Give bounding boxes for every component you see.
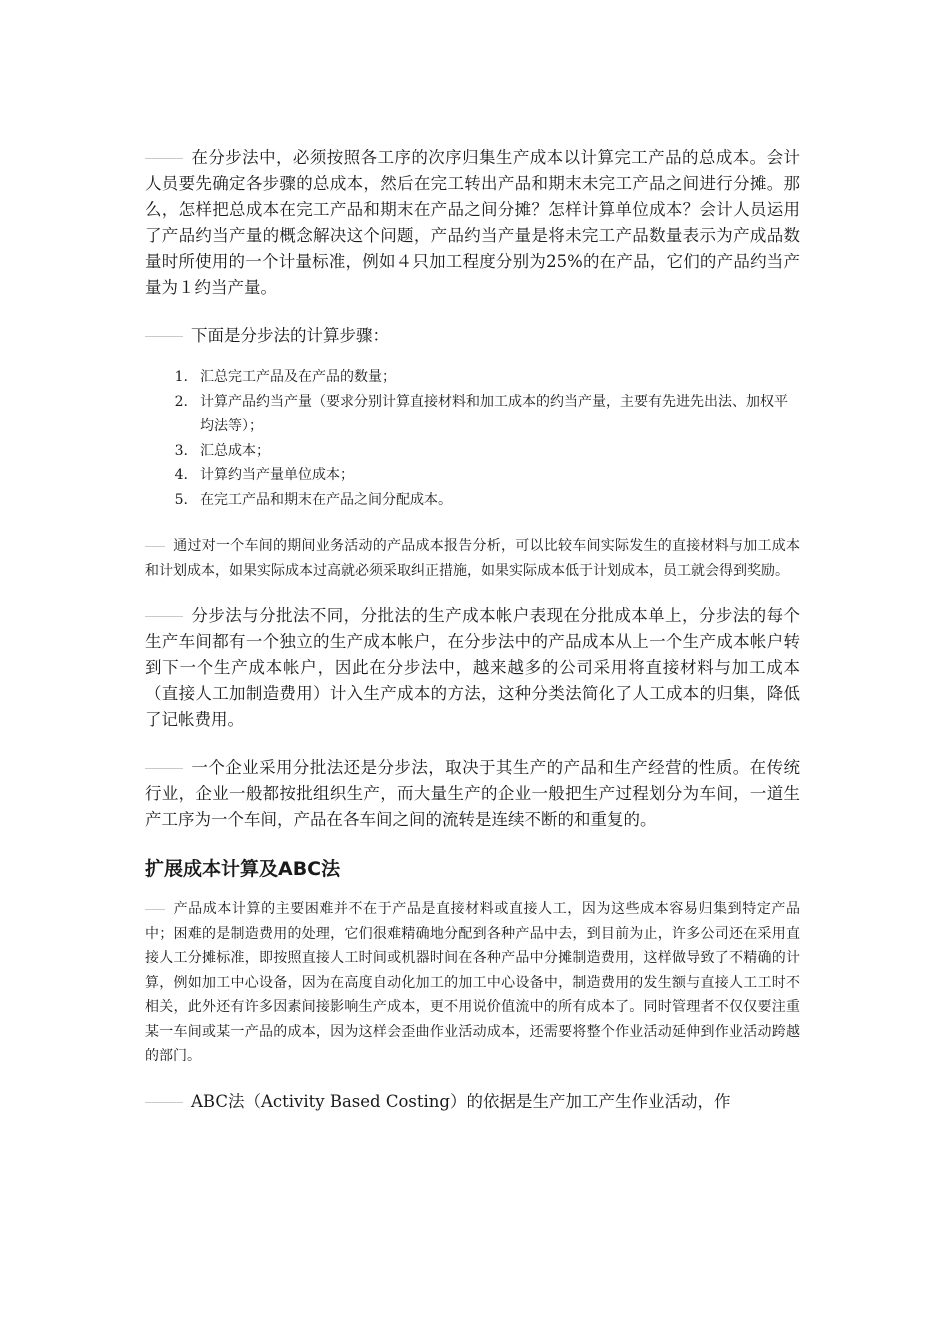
paragraph-indent	[145, 616, 183, 617]
paragraph-abc-method: ABC法（Activity Based Costing）的依据是生产加工产生作业活动，作	[145, 1089, 800, 1115]
list-item: 1. 汇总完工产品及在产品的数量；	[174, 369, 396, 385]
list-item: 2. 计算产品约当产量（要求分别计算直接材料和加工成本的约当产量，主要有先进先出法、加权平均法等）；	[174, 393, 788, 434]
paragraph-cost-report: 通过对一个车间的期间业务活动的产品成本报告分析，可以比较车间实际发生的直接材料与加工成本和计划成本，如果实际成本过高就必须采取纠正措施，如果实际成本低于计划成本，员工就会得到奖励。	[145, 538, 800, 579]
paragraph-method-choice: 一个企业采用分批法还是分步法，取决于其生产的产品和生产经营的性质。在传统行业，企业一般都按批组织生产，而大量生产的企业一般把生产过程划分为车间，一道生产工序为一个车间，产品在各车间之间的流转是连续不断的和重复的。	[145, 758, 800, 829]
document-body	[145, 145, 800, 1115]
paragraph-step-method-intro: 在分步法中，必须按照各工序的次序归集生产成本以计算完工产品的总成本。会计人员要先确定各步骤的总成本，然后在完工转出产品和期末未完工产品之间进行分摊。那么，怎样把总成本在完工产品和期末在产品之间分摊？怎样计算单位成本？会计人员运用了产品约当产量的概念解决这个问题，产品约当产量是将未完工产品数量表示为产成品数量时所使用的一个计量标准，例如４只加工程度分别为25%的在产品，它们的产品约当产量为１约当产量。	[145, 148, 800, 297]
section-heading: 扩展成本计算及ABC法	[145, 858, 341, 880]
paragraph-indent	[145, 336, 183, 337]
paragraph-indent	[145, 909, 165, 910]
list-item: 4. 计算约当产量单位成本；	[174, 467, 354, 483]
paragraph-indent	[145, 546, 165, 547]
paragraph-step-vs-batch: 分步法与分批法不同，分批法的生产成本帐户表现在分批成本单上，分步法的每个生产车间都有一个独立的生产成本帐户，在分步法中的产品成本从上一个生产成本帐户转到下一个生产成本帐户，因此在分步法中，越来越多的公司采用将直接材料与加工成本（直接人工加制造费用）计入生产成本的方法，这种分类法简化了人工成本的归集，降低了记帐费用。	[145, 606, 800, 729]
paragraph-indent	[145, 1102, 183, 1103]
list-item: 5. 在完工产品和期末在产品之间分配成本。	[174, 491, 452, 508]
list-item: 3. 汇总成本；	[174, 442, 270, 459]
paragraph-indent	[145, 158, 183, 159]
calculation-steps-list	[145, 365, 800, 512]
paragraph-overhead-difficulty: 产品成本计算的主要困难并不在于产品是直接材料或直接人工，因为这些成本容易归集到特定产品中；困难的是制造费用的处理，它们很难精确地分配到各种产品中去，到目前为止，许多公司还在采用直接人工分摊标准，即按照直接人工时间或机器时间在各种产品中分摊制造费用，这样做导致了不精确的计算，例如加工中心设备，因为在高度自动化加工的加工中心设备中，制造费用的发生额与直接人工工时不相关，此外还有许多因素间接影响生产成本，更不用说价值流中的所有成本了。同时管理者不仅仅要注重某一车间或某一产品的成本，因为这样会歪曲作业活动成本，还需要将整个作业活动延伸到作业活动跨越的部门。	[145, 901, 800, 1064]
paragraph-steps-intro: 下面是分步法的计算步骤：	[145, 323, 800, 349]
paragraph-indent	[145, 768, 183, 769]
